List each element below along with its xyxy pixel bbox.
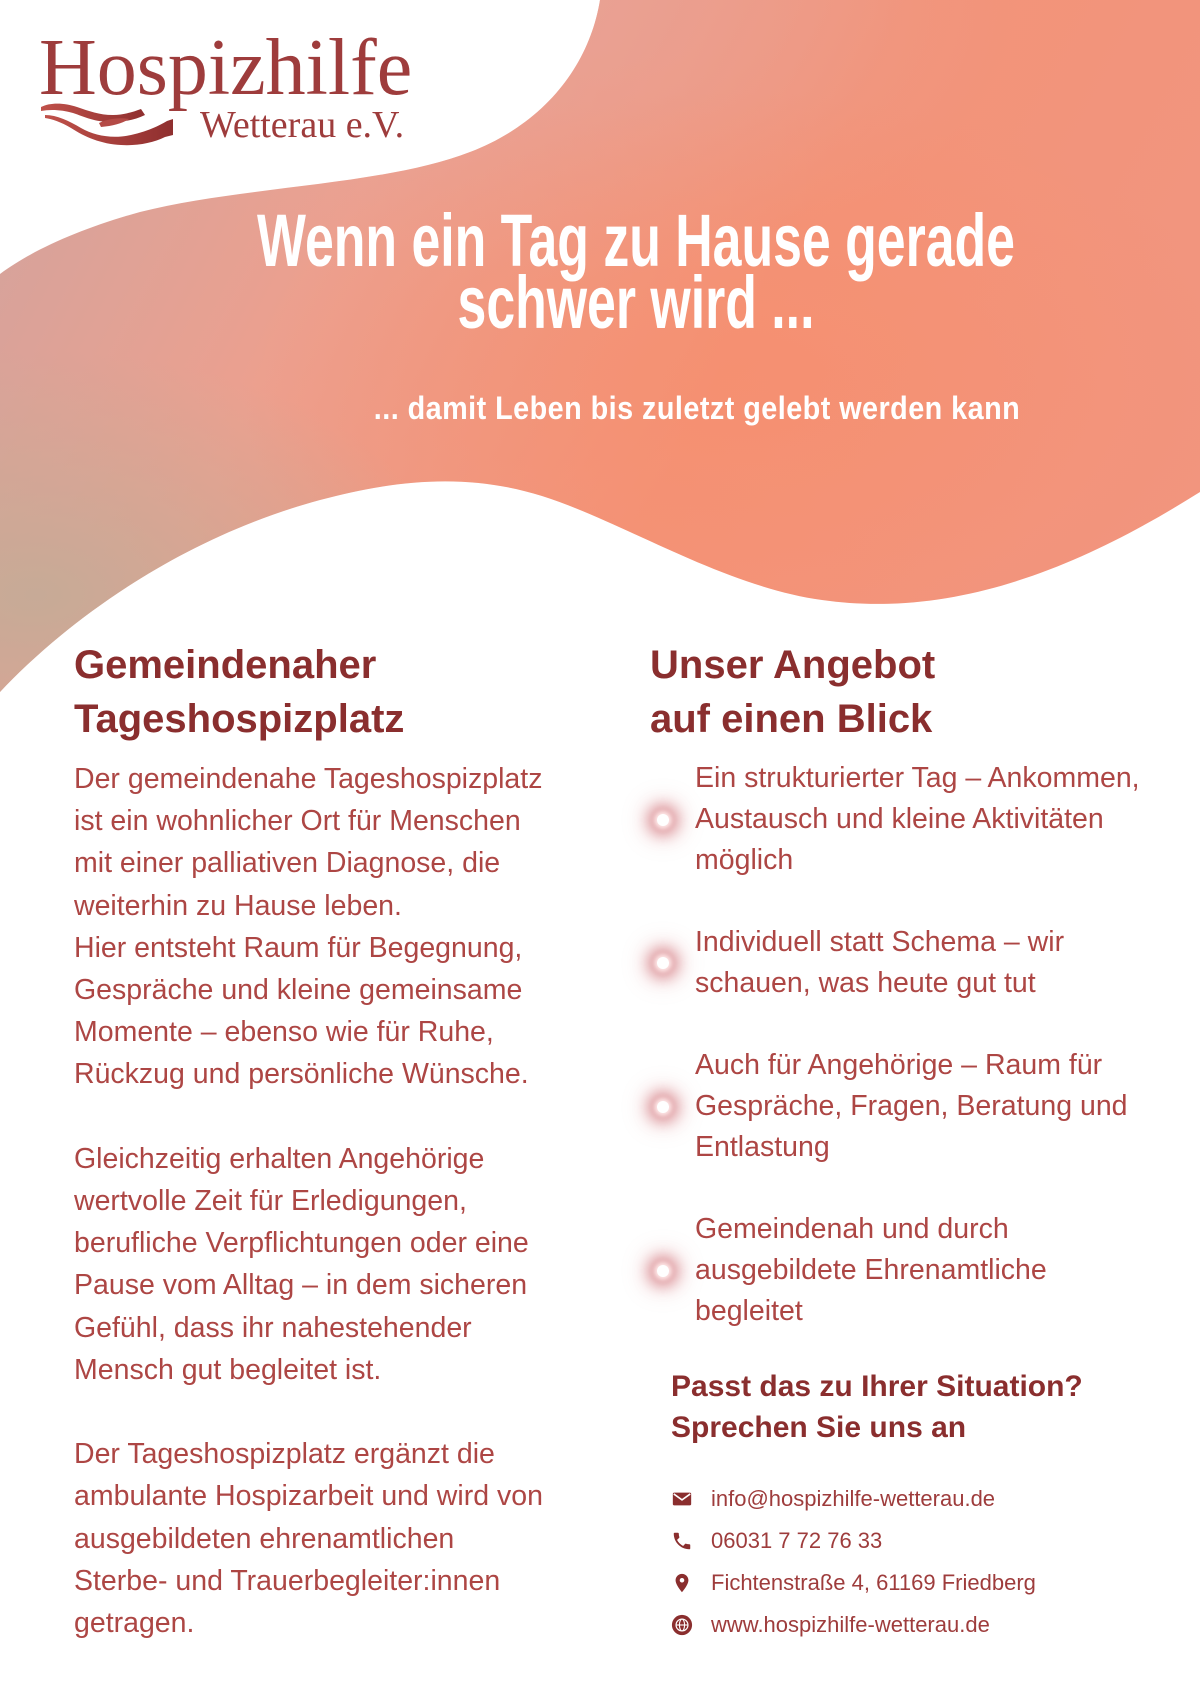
text-line: Der gemeindenahe Tageshospizplatz <box>74 763 543 795</box>
left-body-text <box>74 758 634 1644</box>
text-line: weiterhin zu Hause leben. <box>74 889 402 922</box>
offer-line: Auch für Angehörige – Raum für <box>695 1049 1103 1081</box>
glow-bullet-icon <box>657 1101 669 1113</box>
offer-item <box>695 1209 1175 1332</box>
paragraph-relatives <box>74 1138 634 1391</box>
text-line: Sterbe- und Trauerbegleiter:innen <box>74 1564 501 1597</box>
offer-line: Entlastung <box>695 1131 830 1163</box>
text-line: Gespräche und kleine gemeinsame <box>74 974 523 1007</box>
text-line: Momente – ebenso wie für Ruhe, <box>74 1016 494 1049</box>
offer-line: Individuell statt Schema – wir <box>695 926 1065 958</box>
phone-icon <box>671 1530 693 1552</box>
heading-line: auf einen Blick <box>650 697 933 741</box>
address-text: Fichtenstraße 4, 61169 Friedberg <box>711 1570 1036 1595</box>
text-line: ist ein wohnlicher Ort für Menschen <box>74 805 521 838</box>
call-to-action <box>671 1366 1083 1448</box>
offer-line: möglich <box>695 844 794 876</box>
offer-line: ausgebildete Ehrenamtliche <box>695 1254 1047 1286</box>
text-line: Rückzug und persönliche Wünsche. <box>74 1058 529 1091</box>
hero-title-line: Wenn ein Tag zu Hause gerade <box>257 199 1015 282</box>
contact-email <box>671 1478 1151 1520</box>
cta-line: Passt das zu Ihrer Situation? <box>671 1370 1083 1403</box>
email-link[interactable]: info@hospizhilfe-wetterau.de <box>711 1486 996 1511</box>
paragraph-support <box>74 1433 634 1644</box>
hero-title <box>244 199 1028 344</box>
offer-line: Ein strukturierter Tag – Ankommen, <box>695 762 1140 794</box>
offer-list <box>695 758 1175 1332</box>
website-link[interactable]: www.hospizhilfe-wetterau.de <box>711 1612 990 1637</box>
hands-icon <box>39 101 175 147</box>
paragraph-intro <box>74 758 634 1096</box>
contact-address <box>671 1562 1151 1604</box>
right-heading <box>650 638 935 746</box>
contact-website <box>671 1604 1151 1646</box>
text-line: Pause vom Alltag – in dem sicheren <box>74 1269 528 1302</box>
text-line: ausgebildeten ehrenamtlichen <box>74 1522 455 1555</box>
text-line: mit einer palliativen Diagnose, die <box>74 847 501 880</box>
offer-line: Gemeindenah und durch <box>695 1213 1009 1245</box>
left-heading <box>74 638 404 746</box>
offer-line: Gespräche, Fragen, Beratung und <box>695 1090 1128 1122</box>
text-line: Mensch gut begleitet ist. <box>74 1353 382 1386</box>
offer-item <box>695 922 1175 1004</box>
text-line: berufliche Verpflichtungen oder eine <box>74 1227 529 1260</box>
globe-icon <box>671 1614 693 1636</box>
logo-subtitle: Wetterau e.V. <box>200 104 405 146</box>
phone-link[interactable]: 06031 7 72 76 33 <box>711 1528 883 1553</box>
text-line: Gefühl, dass ihr nahestehender <box>74 1311 472 1344</box>
text-line: Hier entsteht Raum für Begegnung, <box>74 931 523 964</box>
cta-line: Sprechen Sie uns an <box>671 1411 967 1444</box>
offer-line: begleitet <box>695 1295 803 1327</box>
mail-icon <box>671 1488 693 1510</box>
text-line: wertvolle Zeit für Erledigungen, <box>74 1185 467 1218</box>
offer-item <box>695 758 1175 881</box>
contact-phone <box>671 1520 1151 1562</box>
glow-bullet-icon <box>657 1265 669 1277</box>
hero-tagline: ... damit Leben bis zuletzt gelebt werden kann <box>373 390 1021 426</box>
offer-line: Austausch und kleine Aktivitäten <box>695 803 1104 835</box>
glow-bullet-icon <box>657 957 669 969</box>
offer-item <box>695 1045 1175 1168</box>
glow-bullet-icon <box>657 814 669 826</box>
text-line: getragen. <box>74 1607 195 1640</box>
text-line: Gleichzeitig erhalten Angehörige <box>74 1142 485 1175</box>
heading-line: Gemeindenaher <box>74 643 377 687</box>
hero-title-line: schwer wird ... <box>457 261 815 344</box>
location-pin-icon <box>671 1572 693 1594</box>
offer-line: schauen, was heute gut tut <box>695 967 1036 999</box>
text-line: Der Tageshospizplatz ergänzt die <box>74 1438 495 1471</box>
logo-title: Hospizhilfe <box>39 24 413 112</box>
heading-line: Unser Angebot <box>650 643 936 687</box>
text-line: ambulante Hospizarbeit und wird von <box>74 1480 543 1513</box>
heading-line: Tageshospizplatz <box>74 697 405 741</box>
contact-list <box>671 1478 1151 1646</box>
